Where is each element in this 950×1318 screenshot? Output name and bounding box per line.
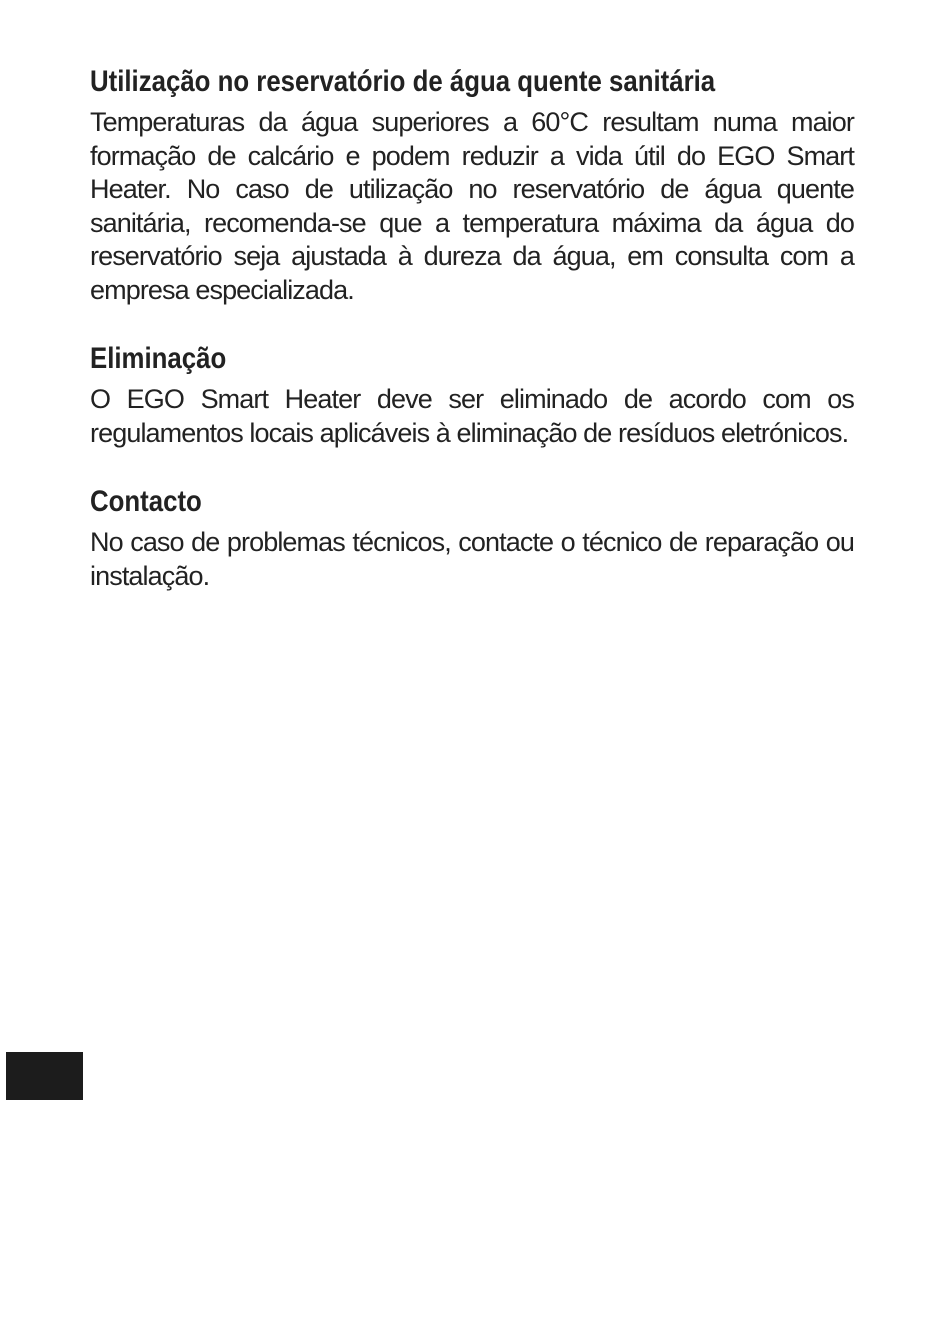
section-heading: Contacto	[90, 485, 202, 518]
section-disposal	[90, 339, 854, 450]
section-hot-water-tank	[90, 62, 854, 307]
section-paragraph: No caso de problemas técnicos, contacte o técnico de reparação ou instalação.	[90, 527, 854, 591]
section-paragraph: Temperaturas da água superiores a 60°C resultam numa maior formação de calcário e podem reduzir a vida útil do EGO Smart Heater. No caso de utilização no reservatório de água quente sanitária, recomenda-se que a temperatura máxima da água do reservatório seja ajustada à dureza da água, em consulta com a empresa especializada.	[90, 107, 854, 305]
section-paragraph: O EGO Smart Heater deve ser eliminado de acordo com os regulamentos locais aplicáveis à eliminação de resíduos eletrónicos.	[90, 384, 854, 448]
document-content	[90, 62, 854, 625]
section-heading: Eliminação	[90, 342, 227, 375]
section-heading: Utilização no reservatório de água quente sanitária	[90, 65, 716, 98]
section-contact	[90, 482, 854, 593]
page-edge-tab	[6, 1052, 83, 1100]
